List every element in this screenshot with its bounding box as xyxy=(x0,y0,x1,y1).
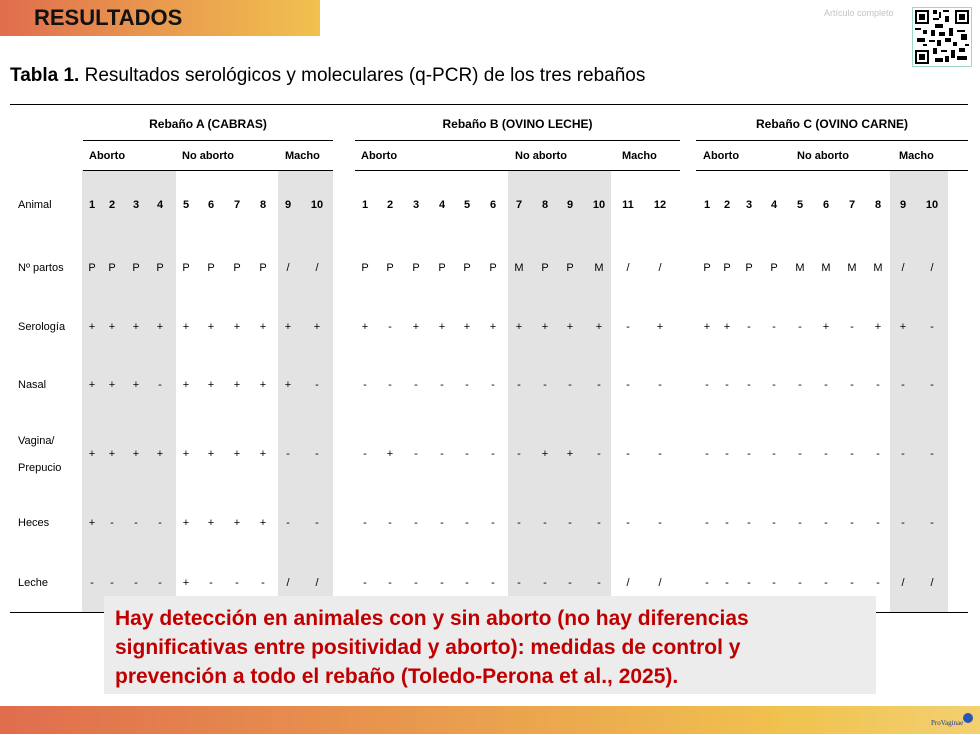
cell-nasal: - xyxy=(543,379,547,391)
cell-leche: - xyxy=(491,577,495,589)
cell-heces: - xyxy=(597,517,601,529)
cell-partos: P xyxy=(566,262,574,274)
cell-serologia: + xyxy=(259,321,267,333)
cell-vagina: + xyxy=(259,448,267,460)
cell-serologia: + xyxy=(88,321,96,333)
cell-heces: - xyxy=(901,517,905,529)
cell-vagina: - xyxy=(517,448,521,460)
cell-partos: / xyxy=(315,262,319,274)
cell-animal: 2 xyxy=(108,199,116,211)
cell-partos: M xyxy=(795,262,805,274)
cell-serologia: + xyxy=(899,321,907,333)
cell-heces: - xyxy=(491,517,495,529)
cell-partos: P xyxy=(361,262,369,274)
cell-partos: / xyxy=(901,262,905,274)
cell-leche: - xyxy=(597,577,601,589)
cell-vagina: + xyxy=(132,448,140,460)
cell-heces: - xyxy=(798,517,802,529)
row-label-partos: Nº partos xyxy=(18,262,64,274)
cell-partos: M xyxy=(594,262,604,274)
cell-heces: - xyxy=(388,517,392,529)
cell-leche: - xyxy=(90,577,94,589)
cell-heces: - xyxy=(876,517,880,529)
cell-leche: - xyxy=(824,577,828,589)
cell-partos: P xyxy=(207,262,215,274)
herd-title-c: Rebaño C (OVINO CARNE) xyxy=(755,117,908,131)
conclusion-line-1: Hay detección en animales con y sin aborto (no hay diferencias xyxy=(115,607,749,630)
cell-animal: 7 xyxy=(233,199,241,211)
cell-leche: - xyxy=(134,577,138,589)
cell-vagina: + xyxy=(541,448,549,460)
cell-serologia: + xyxy=(132,321,140,333)
conclusion-line-3: prevención a todo el rebaño (Toledo-Perona et al., 2025). xyxy=(115,665,679,688)
herd-title-a: Rebaño A (CABRAS) xyxy=(149,117,267,131)
cell-nasal: + xyxy=(233,379,241,391)
cell-heces: - xyxy=(158,517,162,529)
group-rule-b xyxy=(355,170,680,171)
cell-heces: + xyxy=(259,517,267,529)
cell-partos: P xyxy=(412,262,420,274)
cell-partos: P xyxy=(489,262,497,274)
cell-vagina: - xyxy=(876,448,880,460)
cell-nasal: + xyxy=(207,379,215,391)
cell-nasal: - xyxy=(388,379,392,391)
cell-heces: - xyxy=(658,517,662,529)
cell-heces: - xyxy=(568,517,572,529)
cell-heces: - xyxy=(414,517,418,529)
cell-nasal: - xyxy=(363,379,367,391)
cell-partos: M xyxy=(847,262,857,274)
cell-serologia: + xyxy=(566,321,574,333)
cell-nasal: - xyxy=(705,379,709,391)
group-label: Aborto xyxy=(89,150,126,162)
cell-partos: P xyxy=(132,262,140,274)
cell-serologia: + xyxy=(233,321,241,333)
cell-animal: 2 xyxy=(386,199,394,211)
cell-vagina: + xyxy=(156,448,164,460)
cell-serologia: + xyxy=(541,321,549,333)
cell-animal: 2 xyxy=(723,199,731,211)
cell-leche: - xyxy=(388,577,392,589)
cell-heces: - xyxy=(747,517,751,529)
qr-code-icon[interactable] xyxy=(912,7,972,67)
cell-serologia: + xyxy=(463,321,471,333)
cell-serologia: + xyxy=(438,321,446,333)
cell-serologia: - xyxy=(747,321,751,333)
table-caption-text: Resultados serológicos y moleculares (q-PCR) de los tres rebaños xyxy=(84,65,646,86)
cell-heces: + xyxy=(233,517,241,529)
cell-heces: - xyxy=(772,517,776,529)
cell-heces: - xyxy=(440,517,444,529)
cell-vagina: + xyxy=(566,448,574,460)
cell-nasal: - xyxy=(414,379,418,391)
cell-animal: 10 xyxy=(592,199,606,211)
cell-nasal: + xyxy=(182,379,190,391)
cell-heces: - xyxy=(315,517,319,529)
cell-animal: 8 xyxy=(874,199,882,211)
cell-leche: - xyxy=(705,577,709,589)
cell-nasal: - xyxy=(725,379,729,391)
cell-heces: - xyxy=(705,517,709,529)
cell-serologia: + xyxy=(489,321,497,333)
section-banner xyxy=(0,0,320,36)
cell-partos: P xyxy=(770,262,778,274)
cell-nasal: - xyxy=(798,379,802,391)
cell-vagina: + xyxy=(233,448,241,460)
row-label-nasal: Nasal xyxy=(18,379,47,391)
cell-leche: - xyxy=(209,577,213,589)
cell-vagina: - xyxy=(725,448,729,460)
cell-nasal: + xyxy=(108,379,116,391)
group-label: Macho xyxy=(899,150,934,162)
cell-leche: - xyxy=(414,577,418,589)
cell-heces: + xyxy=(182,517,190,529)
herd-rule-b xyxy=(355,140,680,141)
cell-serologia: - xyxy=(626,321,630,333)
cell-nasal: - xyxy=(876,379,880,391)
cell-vagina: + xyxy=(108,448,116,460)
cell-vagina: - xyxy=(901,448,905,460)
cell-heces: - xyxy=(725,517,729,529)
cell-vagina: + xyxy=(207,448,215,460)
cell-nasal: - xyxy=(158,379,162,391)
cell-partos: / xyxy=(626,262,630,274)
cell-serologia: + xyxy=(703,321,711,333)
row-label-heces: Heces xyxy=(18,517,50,529)
cell-heces: - xyxy=(134,517,138,529)
cell-animal: 3 xyxy=(132,199,140,211)
cell-leche: / xyxy=(930,577,934,589)
conclusion-note xyxy=(104,596,876,694)
cell-nasal: - xyxy=(930,379,934,391)
cell-partos: / xyxy=(286,262,290,274)
cell-vagina: - xyxy=(465,448,469,460)
cell-serologia: - xyxy=(930,321,934,333)
cell-animal: 8 xyxy=(541,199,549,211)
cell-leche: - xyxy=(261,577,265,589)
cell-partos: P xyxy=(88,262,96,274)
cell-serologia: + xyxy=(182,321,190,333)
cell-animal: 10 xyxy=(925,199,939,211)
cell-animal: 5 xyxy=(463,199,471,211)
cell-leche: - xyxy=(850,577,854,589)
cell-serologia: + xyxy=(207,321,215,333)
cell-leche: - xyxy=(772,577,776,589)
cell-animal: 6 xyxy=(489,199,497,211)
cell-serologia: + xyxy=(284,321,292,333)
cell-nasal: - xyxy=(626,379,630,391)
cell-leche: - xyxy=(798,577,802,589)
cell-animal: 3 xyxy=(745,199,753,211)
cell-animal: 7 xyxy=(515,199,523,211)
cell-heces: - xyxy=(363,517,367,529)
cell-serologia: - xyxy=(798,321,802,333)
cell-vagina: - xyxy=(597,448,601,460)
cell-vagina: - xyxy=(491,448,495,460)
cell-animal: 9 xyxy=(899,199,907,211)
cell-animal: 3 xyxy=(412,199,420,211)
cell-leche: - xyxy=(440,577,444,589)
cell-serologia: - xyxy=(850,321,854,333)
cell-nasal: + xyxy=(259,379,267,391)
row-label-prepucio: Prepucio xyxy=(18,462,62,474)
group-label: Macho xyxy=(285,150,320,162)
cell-partos: M xyxy=(873,262,883,274)
cell-vagina: - xyxy=(286,448,290,460)
cell-vagina: - xyxy=(626,448,630,460)
cell-leche: - xyxy=(747,577,751,589)
cell-partos: / xyxy=(658,262,662,274)
provaginae-logo xyxy=(930,710,976,730)
cell-animal: 1 xyxy=(88,199,96,211)
cell-vagina: - xyxy=(747,448,751,460)
cell-partos: P xyxy=(233,262,241,274)
row-label-animal: Animal xyxy=(18,199,52,211)
row-label-leche: Leche xyxy=(18,577,48,589)
cell-serologia: + xyxy=(874,321,882,333)
cell-vagina: + xyxy=(386,448,394,460)
cell-nasal: - xyxy=(824,379,828,391)
cell-leche: / xyxy=(315,577,319,589)
cell-serologia: - xyxy=(388,321,392,333)
cell-leche: - xyxy=(725,577,729,589)
group-label: Aborto xyxy=(703,150,740,162)
cell-vagina: - xyxy=(363,448,367,460)
cell-vagina: + xyxy=(88,448,96,460)
cell-leche: - xyxy=(465,577,469,589)
cell-leche: + xyxy=(182,577,190,589)
cell-leche: - xyxy=(235,577,239,589)
footer-bar xyxy=(0,706,980,734)
table-top-rule xyxy=(10,104,968,105)
cell-nasal: - xyxy=(568,379,572,391)
cell-vagina: - xyxy=(772,448,776,460)
cell-vagina: - xyxy=(440,448,444,460)
cell-vagina: - xyxy=(315,448,319,460)
conclusion-line-2: significativas entre positividad y aborto): medidas de control y xyxy=(115,636,741,659)
cell-partos: P xyxy=(541,262,549,274)
cell-partos: M xyxy=(514,262,524,274)
cell-animal: 12 xyxy=(653,199,667,211)
cell-leche: - xyxy=(543,577,547,589)
cell-leche: - xyxy=(363,577,367,589)
cell-heces: + xyxy=(88,517,96,529)
cell-vagina: + xyxy=(182,448,190,460)
cell-leche: - xyxy=(110,577,114,589)
group-label: No aborto xyxy=(515,150,567,162)
cell-vagina: - xyxy=(850,448,854,460)
cell-animal: 5 xyxy=(182,199,190,211)
cell-leche: - xyxy=(876,577,880,589)
cell-animal: 5 xyxy=(796,199,804,211)
cell-nasal: - xyxy=(517,379,521,391)
group-rule-c xyxy=(696,170,968,171)
cell-partos: P xyxy=(108,262,116,274)
group-label: Macho xyxy=(622,150,657,162)
cell-serologia: + xyxy=(108,321,116,333)
herd-rule-a xyxy=(83,140,333,141)
group-label: No aborto xyxy=(797,150,849,162)
cell-serologia: + xyxy=(412,321,420,333)
cell-heces: + xyxy=(207,517,215,529)
cell-heces: - xyxy=(110,517,114,529)
cell-heces: - xyxy=(543,517,547,529)
group-label: Aborto xyxy=(361,150,398,162)
cell-nasal: - xyxy=(772,379,776,391)
cell-nasal: + xyxy=(284,379,292,391)
cell-serologia: + xyxy=(156,321,164,333)
cell-vagina: - xyxy=(824,448,828,460)
cell-leche: / xyxy=(901,577,905,589)
cell-partos: P xyxy=(156,262,164,274)
cell-nasal: - xyxy=(901,379,905,391)
cell-animal: 4 xyxy=(156,199,164,211)
cell-partos: P xyxy=(745,262,753,274)
cell-animal: 1 xyxy=(361,199,369,211)
cell-nasal: - xyxy=(465,379,469,391)
cell-nasal: + xyxy=(88,379,96,391)
cell-heces: - xyxy=(850,517,854,529)
cell-leche: / xyxy=(286,577,290,589)
cell-animal: 4 xyxy=(438,199,446,211)
cell-leche: - xyxy=(568,577,572,589)
table-caption xyxy=(10,65,645,87)
cell-heces: - xyxy=(286,517,290,529)
cell-partos: P xyxy=(723,262,731,274)
cell-vagina: - xyxy=(798,448,802,460)
group-label: No aborto xyxy=(182,150,234,162)
cell-animal: 10 xyxy=(310,199,324,211)
cell-vagina: - xyxy=(930,448,934,460)
cell-heces: - xyxy=(824,517,828,529)
cell-partos: P xyxy=(386,262,394,274)
cell-nasal: - xyxy=(315,379,319,391)
row-label-vagina: Vagina/ xyxy=(18,435,55,447)
cell-nasal: - xyxy=(440,379,444,391)
cell-partos: P xyxy=(259,262,267,274)
cell-animal: 11 xyxy=(622,199,634,211)
cell-nasal: - xyxy=(658,379,662,391)
cell-nasal: - xyxy=(850,379,854,391)
cell-leche: - xyxy=(517,577,521,589)
cell-animal: 7 xyxy=(848,199,856,211)
cell-heces: - xyxy=(626,517,630,529)
cell-partos: P xyxy=(182,262,190,274)
cell-vagina: - xyxy=(705,448,709,460)
cell-partos: P xyxy=(463,262,471,274)
cell-vagina: - xyxy=(658,448,662,460)
cell-partos: P xyxy=(703,262,711,274)
row-label-serologia: Serología xyxy=(18,321,66,333)
cell-heces: - xyxy=(517,517,521,529)
cell-animal: 9 xyxy=(566,199,574,211)
cell-serologia: + xyxy=(595,321,603,333)
cell-nasal: - xyxy=(491,379,495,391)
logo-text: ProVaginae xyxy=(931,719,964,727)
cell-leche: - xyxy=(158,577,162,589)
cell-animal: 8 xyxy=(259,199,267,211)
cell-heces: - xyxy=(465,517,469,529)
cell-serologia: + xyxy=(313,321,321,333)
articulo-completo-link[interactable]: Artículo completo xyxy=(824,8,894,18)
cell-nasal: - xyxy=(597,379,601,391)
cell-partos: P xyxy=(438,262,446,274)
cell-serologia: + xyxy=(723,321,731,333)
cell-serologia: - xyxy=(772,321,776,333)
cell-vagina: - xyxy=(414,448,418,460)
cell-leche: / xyxy=(658,577,662,589)
cell-serologia: + xyxy=(361,321,369,333)
herd-rule-c xyxy=(696,140,968,141)
group-rule-a xyxy=(83,170,333,171)
cell-leche: / xyxy=(626,577,630,589)
cell-nasal: + xyxy=(132,379,140,391)
cell-serologia: + xyxy=(515,321,523,333)
cell-animal: 9 xyxy=(284,199,292,211)
cell-partos: M xyxy=(821,262,831,274)
cell-partos: / xyxy=(930,262,934,274)
cell-animal: 1 xyxy=(703,199,711,211)
herd-title-b: Rebaño B (OVINO LECHE) xyxy=(442,117,593,131)
cell-animal: 6 xyxy=(822,199,830,211)
cell-serologia: + xyxy=(656,321,664,333)
cell-animal: 6 xyxy=(207,199,215,211)
table-caption-number: Tabla 1. xyxy=(10,65,80,86)
section-title: RESULTADOS xyxy=(34,5,183,30)
cell-animal: 4 xyxy=(770,199,778,211)
cell-heces: - xyxy=(930,517,934,529)
cell-serologia: + xyxy=(822,321,830,333)
cell-nasal: - xyxy=(747,379,751,391)
